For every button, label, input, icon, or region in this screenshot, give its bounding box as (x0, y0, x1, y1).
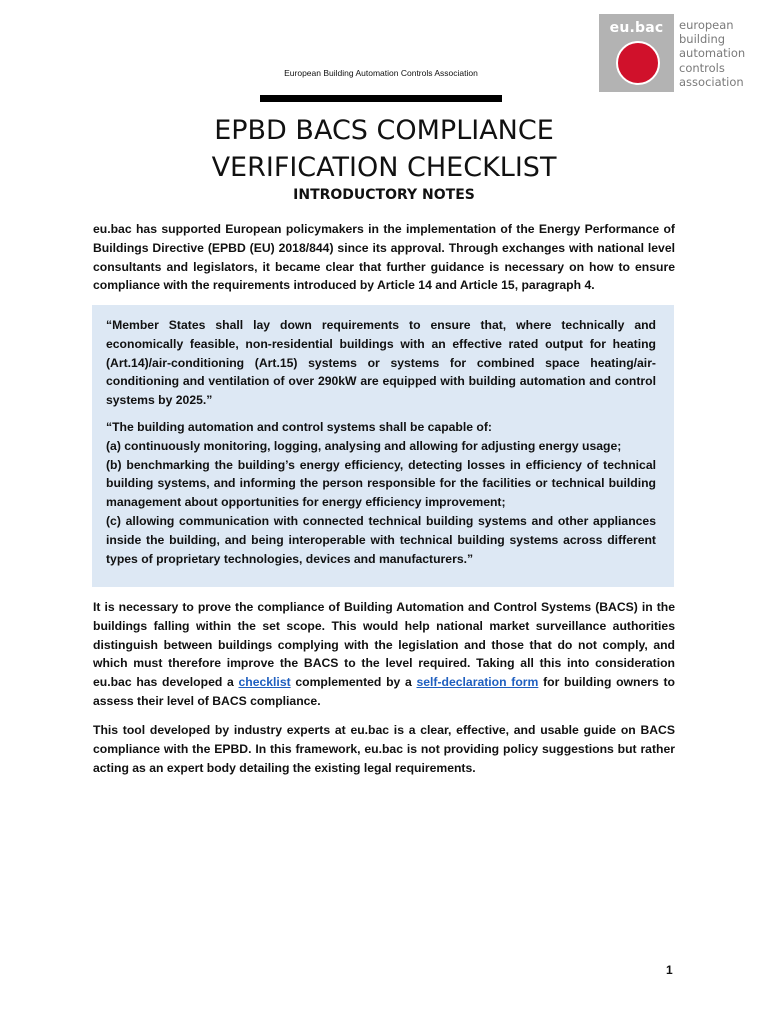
quote-item-c: (c) allowing communication with connected technical building systems and other appliances inside the building, and being interoperable with technical building systems across different types of proprietary technologies, devices and manufacturers.” (106, 513, 656, 566)
association-name: European Building Automation Controls Association (284, 68, 478, 78)
epbd-quote-box (92, 305, 674, 587)
logo-line: automation (679, 46, 746, 61)
logo-red-circle-icon (616, 41, 660, 85)
compliance-text-before: It is necessary to prove the compliance of Building Automation and Control Systems (BACS) in the buildings falling within the set scope. This would help national market surveillance authorities distinguish between buildings complying with the legislation and those that do not comply, and which must therefore improve the BACS to the level required. Taking all this into consideration eu.bac has developed a (93, 600, 675, 690)
quote-list-intro: “The building automation and control systems shall be capable of: (106, 419, 492, 434)
eubac-logo (599, 14, 749, 94)
logo-line: controls (679, 60, 725, 75)
logo-line: european (679, 18, 734, 32)
logo-box (599, 14, 674, 92)
checklist-link[interactable]: checklist (238, 675, 291, 690)
title-line-1: EPBD BACS COMPLIANCE (214, 115, 554, 146)
title-line-2: VERIFICATION CHECKLIST (211, 152, 557, 183)
logo-text (679, 18, 745, 89)
self-declaration-form-link[interactable]: self-declaration form (416, 675, 539, 690)
header-rule (260, 95, 502, 102)
quote-paragraph-1: “Member States shall lay down requirements to ensure that, where technically and economically feasible, non-residential buildings with an effective rated output for heating (Art.14)/air-conditioning (Art.15) systems or systems for combined space heating/air-conditioning and ventilation of over 290kW are equipped with building automation and control systems by 2025.” (106, 318, 656, 408)
quote-item-a: (a) continuously monitoring, logging, analysing and allowing for adjusting energy usage; (106, 438, 622, 453)
page-subtitle: INTRODUCTORY NOTES (293, 187, 475, 203)
tool-paragraph: This tool developed by industry experts at eu.bac is a clear, effective, and usable guide on BACS compliance with the EPBD. In this framework, eu.bac is not providing policy suggestions but rather acting as an expert body detailing the existing legal requirements. (93, 723, 675, 775)
page-title (100, 112, 668, 186)
page-number: 1 (666, 963, 673, 977)
compliance-text-after: for building owners to assess their level of BACS compliance. (93, 675, 675, 708)
compliance-paragraph (93, 598, 675, 711)
logo-wordmark: eu.bac (609, 20, 664, 36)
compliance-text-middle: complemented by a (290, 675, 417, 690)
logo-line: association (679, 74, 744, 89)
quote-paragraph-2 (106, 418, 656, 568)
quote-content (106, 316, 656, 568)
intro-paragraph: eu.bac has supported European policymakers in the implementation of the Energy Performance of Buildings Directive (EPBD (EU) 2018/844) since its approval. Through exchanges with national level consultants and legislators, it became clear that further guidance is necessary on how to ensure compliance with the requirements introduced by Article 14 and Article 15, paragraph 4. (93, 222, 675, 293)
logo-line: building (679, 32, 726, 47)
quote-item-b: (b) benchmarking the building’s energy efficiency, detecting losses in efficiency of technical building systems, and informing the person responsible for the facilities or technical building management about opportunities for energy efficiency improvement; (106, 457, 656, 510)
